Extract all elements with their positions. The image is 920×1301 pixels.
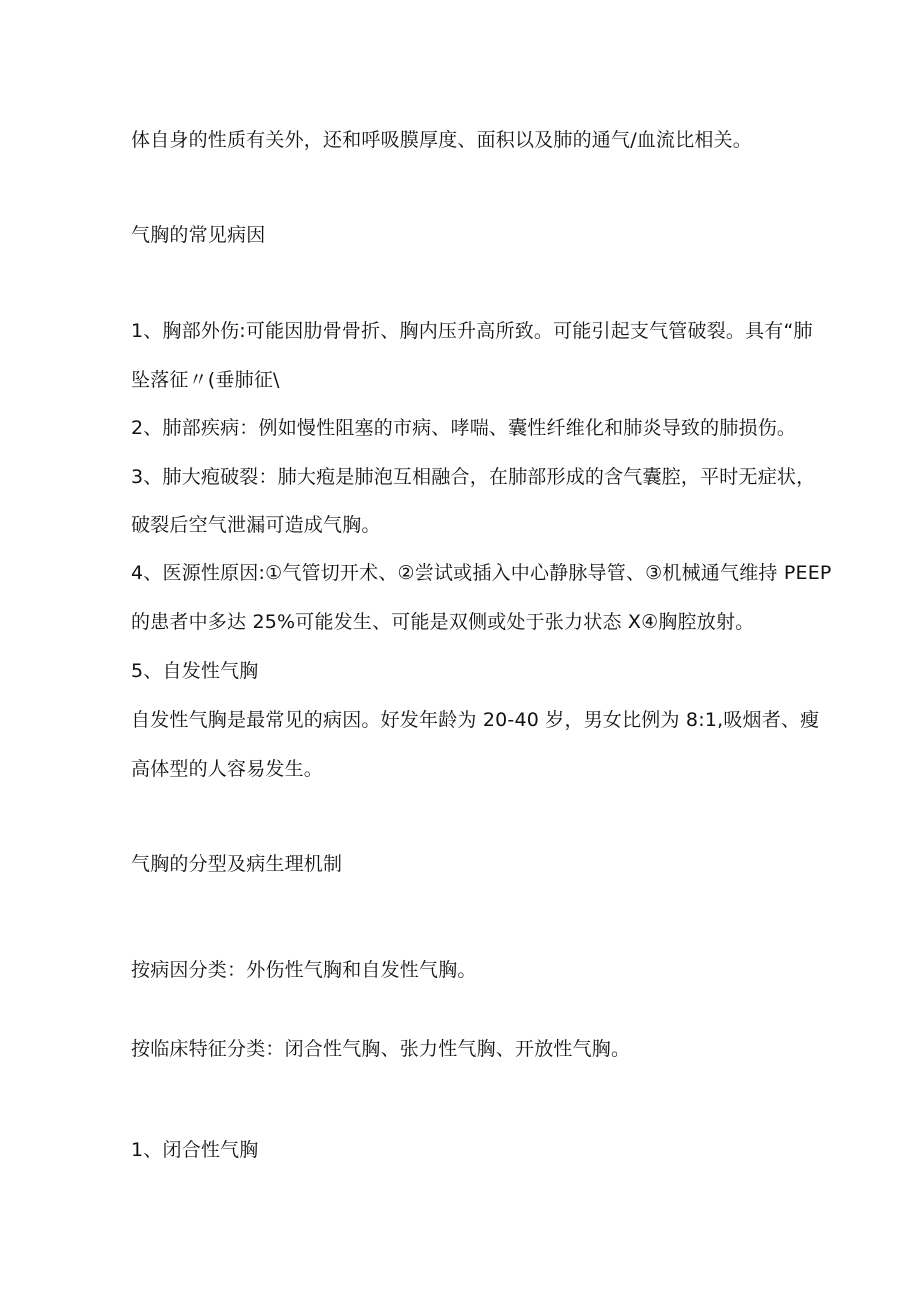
paragraph-line: 破裂后空气泄漏可造成气胸。 [131,514,381,536]
paragraph-line: 2、肺部疾病：例如慢性阻塞的市病、哮喘、囊性纤维化和肺炎导致的肺损伤。 [131,417,797,439]
paragraph-line: 按临床特征分类：闭合性气胸、张力性气胸、开放性气胸。 [131,1038,631,1060]
section-heading: 气胸的分型及病生理机制 [131,853,343,875]
paragraph-line: 3、肺大疱破裂：肺大疱是肺泡互相融合，在肺部形成的含气囊腔，平时无症状， [131,466,816,488]
paragraph-line: 体自身的性质有关外，还和呼吸膜厚度、面积以及肺的通气/血流比相关。 [131,129,753,151]
paragraph-line: 坠落征〃(垂肺征\ [131,369,280,391]
subsection-heading: 1、闭合性气胸 [131,1139,259,1161]
paragraph-line: 自发性气胸是最常见的病因。好发年龄为 20-40 岁，男女比例为 8:1,吸烟者、瘦 [131,709,820,731]
paragraph-line: 4、医源性原因:①气管切开术、②尝试或插入中心静脉导管、③机械通气维持 PEEP [131,562,832,584]
paragraph-line: 5、自发性气胸 [131,660,259,682]
section-heading: 气胸的常见病因 [131,224,266,246]
paragraph-line: 1、胸部外伤:可能因肋骨骨折、胸内压升高所致。可能引起支气管破裂。具有“肺 [131,320,813,342]
paragraph-line: 按病因分类：外伤性气胸和自发性气胸。 [131,959,477,981]
paragraph-line: 高体型的人容易发生。 [131,758,324,780]
paragraph-line: 的患者中多达 25%可能发生、可能是双侧或处于张力状态 X④胸腔放射。 [131,611,755,633]
